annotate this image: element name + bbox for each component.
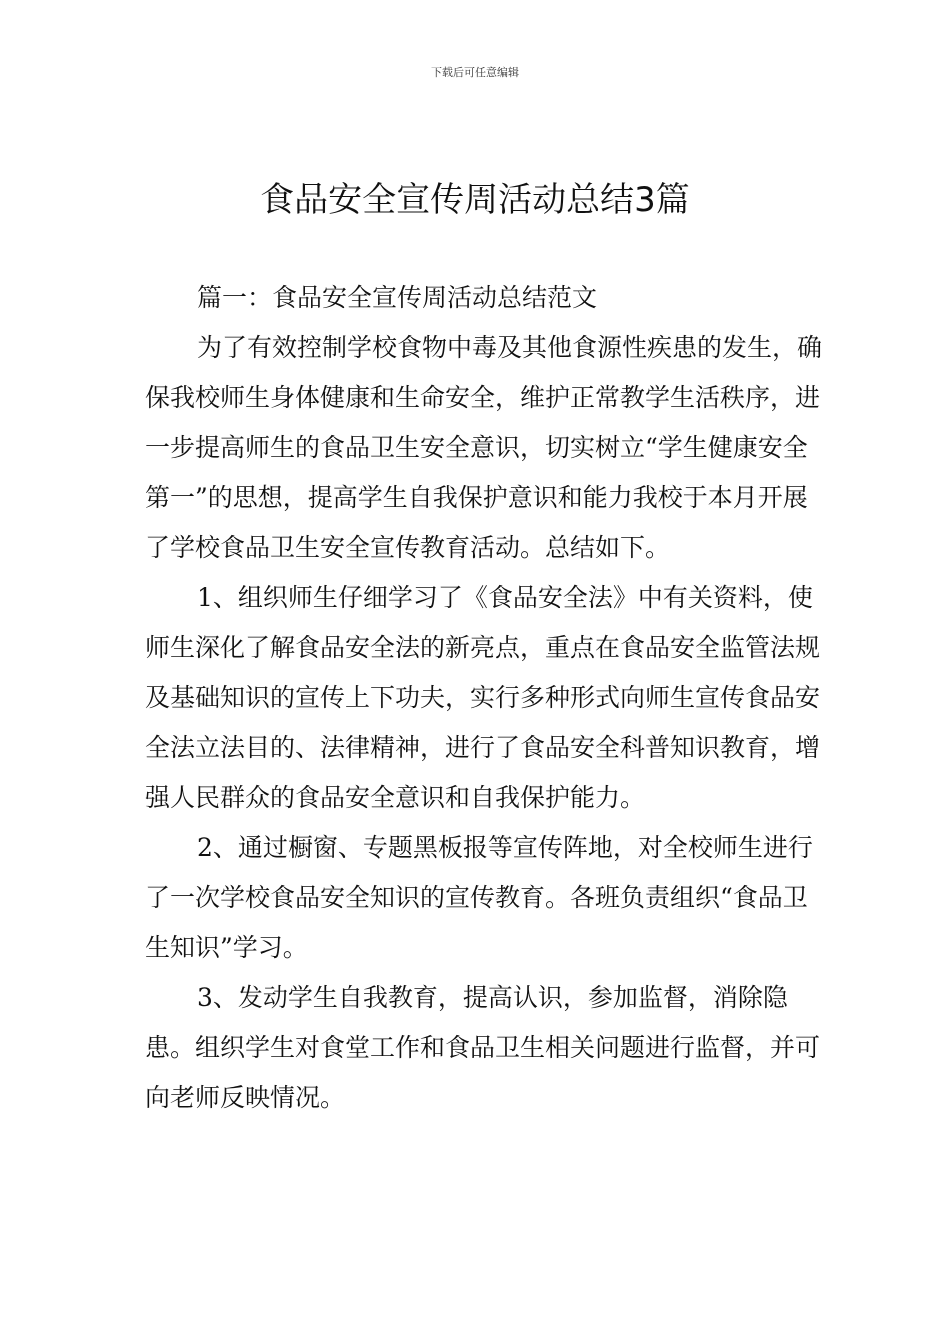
paragraph-item-3: 3、发动学生自我教育，提高认识，参加监督，消除隐患。组织学生对食堂工作和食品卫生相关问题进行监督，并可向老师反映情况。 [145, 983, 821, 1112]
header-note: 下载后可任意编辑 [431, 66, 519, 79]
document-title: 食品安全宣传周活动总结3篇 [260, 180, 690, 220]
section-heading: 篇一：食品安全宣传周活动总结范文 [197, 283, 598, 312]
paragraph-item-2: 2、通过橱窗、专题黑板报等宣传阵地，对全校师生进行了一次学校食品安全知识的宣传教育。各班负责组织“食品卫生知识”学习。 [145, 833, 813, 962]
paragraph-intro: 为了有效控制学校食物中毒及其他食源性疾患的发生，确保我校师生身体健康和生命安全，维护正常教学生活秩序，进一步提高师生的食品卫生安全意识，切实树立“学生健康安全第一”的思想，提高学生自我保护意识和能力我校于本月开展了学校食品卫生安全宣传教育活动。总结如下。 [145, 333, 823, 562]
document-body [145, 273, 825, 1123]
paragraph-item-1: 1、组织师生仔细学习了《食品安全法》中有关资料，使师生深化了解食品安全法的新亮点，重点在食品安全监管法规及基础知识的宣传上下功夫，实行多种形式向师生宣传食品安全法立法目的、法律精神，进行了食品安全科普知识教育，增强人民群众的食品安全意识和自我保护能力。 [145, 583, 821, 812]
